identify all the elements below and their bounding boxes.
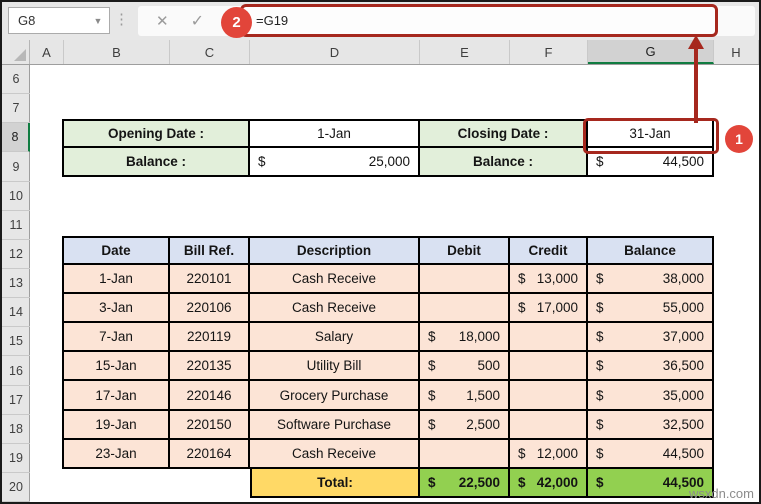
ledger-cell-credit[interactable] [510,294,588,323]
amount-value: 55,000 [662,300,704,316]
currency-symbol: $ [596,445,604,461]
row-header-9[interactable]: 9 [2,152,30,181]
annotation-badge-1: 1 [725,125,753,153]
amount-value: 500 [477,358,500,374]
currency-symbol: $ [596,329,604,345]
closing-balance-amount: 44,500 [662,154,704,170]
cancel-icon[interactable]: ✕ [156,13,169,30]
currency-symbol: $ [428,387,436,403]
cell-opening-date-label[interactable]: Opening Date : [62,119,250,148]
amount-value: 22,500 [458,474,500,490]
column-header-E[interactable]: E [420,40,510,64]
ledger-cell-credit[interactable] [510,323,588,352]
row-header-14[interactable]: 14 [2,298,30,327]
column-header-F[interactable]: F [510,40,588,64]
ledger-cell-bill-ref[interactable]: 220106 [170,294,250,323]
amount-value: 36,500 [662,358,704,374]
ledger-cell-credit[interactable] [510,381,588,410]
ledger-cell-date[interactable]: 15-Jan [62,352,170,381]
ledger-cell-bill-ref[interactable]: 220119 [170,323,250,352]
ledger-cell-credit[interactable] [510,265,588,294]
row-header-12[interactable]: 12 [2,240,30,269]
currency-symbol: $ [518,474,526,490]
ledger-total-empty-c[interactable] [170,469,250,498]
ledger-header-debit[interactable]: Debit [420,236,510,265]
ledger-cell-date[interactable]: 1-Jan [62,265,170,294]
column-header-G[interactable]: G [588,40,714,64]
column-header-D[interactable]: D [250,40,420,64]
amount-value: 42,000 [536,474,578,490]
ledger-table [62,236,714,498]
ledger-cell-date[interactable]: 17-Jan [62,381,170,410]
ledger-cell-debit[interactable] [420,265,510,294]
ledger-cell-balance[interactable] [588,352,714,381]
column-header-A[interactable]: A [30,40,64,64]
column-header-B[interactable]: B [64,40,170,64]
select-all-triangle-icon [14,49,26,61]
ledger-cell-balance[interactable] [588,323,714,352]
amount-value: 35,000 [662,387,704,403]
currency-symbol: $ [596,300,604,316]
ledger-total-label[interactable]: Total: [250,469,420,498]
ledger-cell-bill-ref[interactable]: 220146 [170,381,250,410]
ledger-cell-description[interactable]: Salary [250,323,420,352]
row-headers [2,65,30,502]
amount-value: 38,000 [662,270,704,286]
ledger-cell-debit[interactable] [420,440,510,469]
currency-symbol: $ [258,154,266,170]
cell-closing-date-label[interactable]: Closing Date : [420,119,588,148]
currency-symbol: $ [518,445,526,461]
ledger-cell-credit[interactable] [510,352,588,381]
currency-symbol: $ [428,329,436,345]
row-header-18[interactable]: 18 [2,415,30,444]
selected-cell-annotation-rect [583,118,719,154]
ledger-cell-description[interactable]: Cash Receive [250,440,420,469]
ledger-cell-date[interactable]: 19-Jan [62,411,170,440]
ledger-total-empty-b[interactable] [62,469,170,498]
ledger-cell-balance[interactable] [588,411,714,440]
amount-value: 44,500 [662,474,704,490]
ledger-total-debit[interactable] [420,469,510,498]
ledger-cell-date[interactable]: 7-Jan [62,323,170,352]
amount-value: 1,500 [466,387,500,403]
cell-closing-balance-label[interactable]: Balance : [420,148,588,177]
row-header-20[interactable]: 20 [2,473,30,502]
ledger-cell-credit[interactable] [510,440,588,469]
ledger-cell-description[interactable]: Cash Receive [250,294,420,323]
ledger-cell-debit[interactable] [420,411,510,440]
ledger-header-credit[interactable]: Credit [510,236,588,265]
ledger-total-credit[interactable] [510,469,588,498]
ledger-cell-balance[interactable] [588,440,714,469]
amount-value: 13,000 [536,270,578,286]
currency-symbol: $ [596,387,604,403]
ledger-cell-description[interactable]: Software Purchase [250,411,420,440]
toolbar-separator-dots-icon: ⋮ [114,11,127,28]
column-headers [2,40,759,65]
currency-symbol: $ [518,270,526,286]
currency-symbol: $ [596,416,604,432]
currency-symbol: $ [596,358,604,374]
row-header-7[interactable]: 7 [2,94,30,123]
row-header-11[interactable]: 11 [2,211,30,240]
ledger-cell-bill-ref[interactable]: 220135 [170,352,250,381]
formula-input[interactable]: =G19 [256,13,289,28]
annotation-arrow-head-icon [688,35,704,49]
ledger-cell-bill-ref[interactable]: 220164 [170,440,250,469]
amount-value: 37,000 [662,329,704,345]
amount-value: 12,000 [536,445,578,461]
worksheet [2,40,759,502]
row-header-8[interactable]: 8 [2,123,30,152]
currency-symbol: $ [428,416,436,432]
amount-value: 18,000 [458,329,500,345]
amount-value: 32,500 [662,416,704,432]
currency-symbol: $ [596,270,604,286]
row-header-16[interactable]: 16 [2,357,30,386]
ledger-header-date[interactable]: Date [62,236,170,265]
enter-icon[interactable]: ✓ [190,13,204,30]
cell-opening-balance-label[interactable]: Balance : [62,148,250,177]
ledger-header-description[interactable]: Description [250,236,420,265]
name-box[interactable] [8,7,110,34]
cell-closing-date-value[interactable]: 31-Jan [588,119,714,148]
annotation-arrow-line [694,46,698,123]
ledger-cell-debit[interactable] [420,294,510,323]
currency-symbol: $ [596,474,604,490]
currency-symbol: $ [596,154,604,170]
cell-opening-balance-value[interactable] [250,148,420,177]
ledger-header-bill-ref-[interactable]: Bill Ref. [170,236,250,265]
row-header-19[interactable]: 19 [2,444,30,473]
currency-symbol: $ [428,358,436,374]
formula-bar-annotation-rect [240,4,718,37]
amount-value: 2,500 [466,416,500,432]
amount-value: 17,000 [536,300,578,316]
ledger-cell-date[interactable]: 23-Jan [62,440,170,469]
cell-opening-date-value[interactable]: 1-Jan [250,119,420,148]
ledger-cell-bill-ref[interactable]: 220101 [170,265,250,294]
row-header-15[interactable]: 15 [2,327,30,356]
watermark: wsxdn.com [688,486,754,501]
ledger-cell-date[interactable]: 3-Jan [62,294,170,323]
ledger-cell-description[interactable]: Cash Receive [250,265,420,294]
column-header-C[interactable]: C [170,40,250,64]
ledger-cell-balance[interactable] [588,294,714,323]
currency-symbol: $ [518,300,526,316]
ledger-cell-credit[interactable] [510,411,588,440]
row-header-6[interactable]: 6 [2,65,30,94]
amount-value: 44,500 [662,445,704,461]
ledger-cell-description[interactable]: Utility Bill [250,352,420,381]
ledger-cell-debit[interactable] [420,352,510,381]
column-header-H[interactable]: H [714,40,759,64]
annotation-badge-2: 2 [221,7,252,38]
ledger-cell-debit[interactable] [420,323,510,352]
ledger-cell-balance[interactable] [588,265,714,294]
ledger-cell-balance[interactable] [588,381,714,410]
ledger-cell-bill-ref[interactable]: 220150 [170,411,250,440]
row-header-13[interactable]: 13 [2,269,30,298]
select-all-corner[interactable] [2,40,30,64]
name-box-value: G8 [18,13,36,28]
opening-balance-amount: 25,000 [368,154,410,170]
ledger-cell-description[interactable]: Grocery Purchase [250,381,420,410]
ledger-header-balance[interactable]: Balance [588,236,714,265]
name-box-dropdown-icon[interactable]: ▼ [93,15,103,26]
ledger-cell-debit[interactable] [420,381,510,410]
row-header-17[interactable]: 17 [2,386,30,415]
currency-symbol: $ [428,474,436,490]
row-header-10[interactable]: 10 [2,182,30,211]
